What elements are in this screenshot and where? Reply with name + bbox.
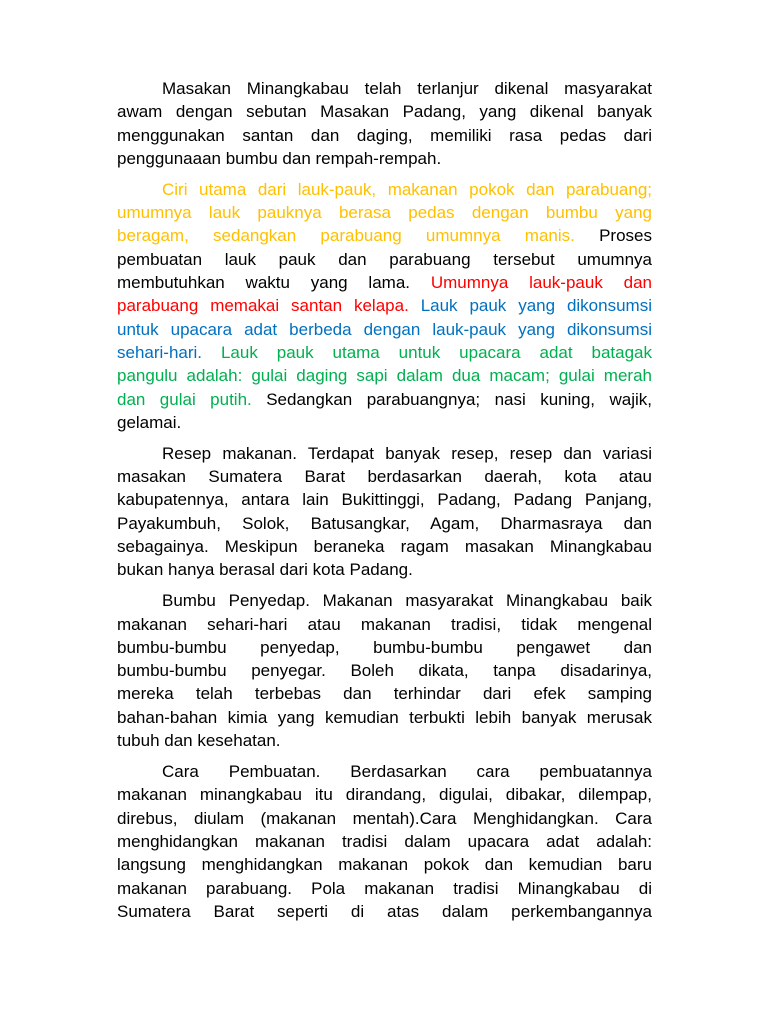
text-line [117,900,652,923]
body-text: Resep makanan. Terdapat banyak resep, resep dan variasi [162,443,652,463]
gold-colored-text: umumnya lauk pauknya berasa pedas dengan bumbu yang [117,203,652,223]
body-text: bukan hanya berasal dari kota Padang. [117,560,413,580]
text-line [117,411,652,434]
text-line [117,388,652,411]
body-text: Sumatera Barat seperti di atas dalam perkembangannya [117,901,652,921]
text-line [117,558,652,581]
body-text: langsung menghidangkan makanan pokok dan kemudian baru [117,855,652,875]
text-line [117,830,652,853]
body-text: direbus, diulam (makanan mentah).Cara Menghidangkan. Cara [117,808,652,828]
body-text: penggunaaan bumbu dan rempah-rempah. [117,148,442,168]
green-colored-text: Lauk pauk utama untuk upacara adat batagak [220,342,652,362]
body-text: mereka telah terbebas dan terhindar dari efek samping [117,684,652,704]
text-line [117,147,652,170]
paragraph-cara-pembuatan [117,760,652,923]
blue-colored-text: sehari-hari. [117,342,203,362]
text-line [117,783,652,806]
text-line [117,364,652,387]
text-line [117,807,652,830]
text-line [117,488,652,511]
body-text: Payakumbuh, Solok, Batusangkar, Agam, Dharmasraya dan [117,513,652,533]
gold-colored-text: Ciri utama dari lauk-pauk, makanan pokok dan parabuang; [162,179,652,199]
text-line [117,124,652,147]
paragraph-bumbu-penyedap [117,589,652,752]
text-line [117,271,652,294]
body-text: Cara Pembuatan. Berdasarkan cara pembuatannya [162,762,652,782]
body-text: awam dengan sebutan Masakan Padang, yang dikenal banyak [117,102,652,122]
text-line [117,100,652,123]
body-text: kabupatennya, antara lain Bukittinggi, Padang, Padang Panjang, [117,490,652,510]
body-text: menggunakan santan dan daging, memiliki rasa pedas dari [117,125,652,145]
text-line [117,706,652,729]
text-line [117,877,652,900]
body-text: makanan sehari-hari atau makanan tradisi, tidak mengenal [117,614,652,634]
text-line [117,77,652,100]
text-line [117,512,652,535]
text-line [117,853,652,876]
text-line [117,613,652,636]
green-colored-text: dan gulai putih. [117,389,252,409]
paragraph-intro [117,77,652,170]
red-colored-text: Umumnya lauk-pauk dan [430,273,652,293]
text-line [117,318,652,341]
body-text: Proses [599,226,652,246]
body-text: gelamai. [117,412,182,432]
blue-colored-text: Lauk pauk yang dikonsumsi [420,296,652,316]
body-text: Sedangkan parabuangnya; nasi kuning, wajik, [266,389,652,409]
body-text: membutuhkan waktu yang lama. [117,273,411,293]
body-text: makanan minangkabau itu dirandang, digulai, dibakar, dilempap, [117,785,652,805]
text-line [117,248,652,271]
body-text: masakan Sumatera Barat berdasarkan daerah, kota atau [117,467,652,487]
body-text: bumbu-bumbu penyedap, bumbu-bumbu pengawet dan [117,637,652,657]
body-text: sebagainya. Meskipun beraneka ragam masakan Minangkabau [117,537,652,557]
text-line [117,682,652,705]
paragraph-resep-makanan [117,442,652,582]
body-text: menghidangkan makanan tradisi dalam upacara adat adalah: [117,831,652,851]
text-line [117,636,652,659]
green-colored-text: pangulu adalah: gulai daging sapi dalam dua macam; gulai merah [117,366,652,386]
blue-colored-text: untuk upacara adat berbeda dengan lauk-pauk yang dikonsumsi [117,319,652,339]
body-text: makanan parabuang. Pola makanan tradisi Minangkabau di [117,878,652,898]
text-line [117,535,652,558]
text-line [117,178,652,201]
body-text: bahan-bahan kimia yang kemudian terbukti lebih banyak merusak [117,707,652,727]
text-line [117,760,652,783]
text-line [117,659,652,682]
text-line [117,224,652,247]
red-colored-text: parabuang memakai santan kelapa. [117,296,409,316]
text-line [117,589,652,612]
gold-colored-text: beragam, sedangkan parabuang umumnya manis. [117,226,575,246]
text-line [117,465,652,488]
text-line [117,442,652,465]
text-line [117,341,652,364]
text-line [117,201,652,224]
body-text: Masakan Minangkabau telah terlanjur dikenal masyarakat [162,79,652,98]
text-line [117,729,652,752]
text-line [117,294,652,317]
body-text: Bumbu Penyedap. Makanan masyarakat Minangkabau baik [162,591,652,611]
body-text: pembuatan lauk pauk dan parabuang tersebut umumnya [117,249,652,269]
body-text: bumbu-bumbu penyegar. Boleh dikata, tanpa disadarinya, [117,661,652,681]
document-page [117,77,652,931]
paragraph-lauk-pauk [117,178,652,434]
body-text: tubuh dan kesehatan. [117,731,281,751]
